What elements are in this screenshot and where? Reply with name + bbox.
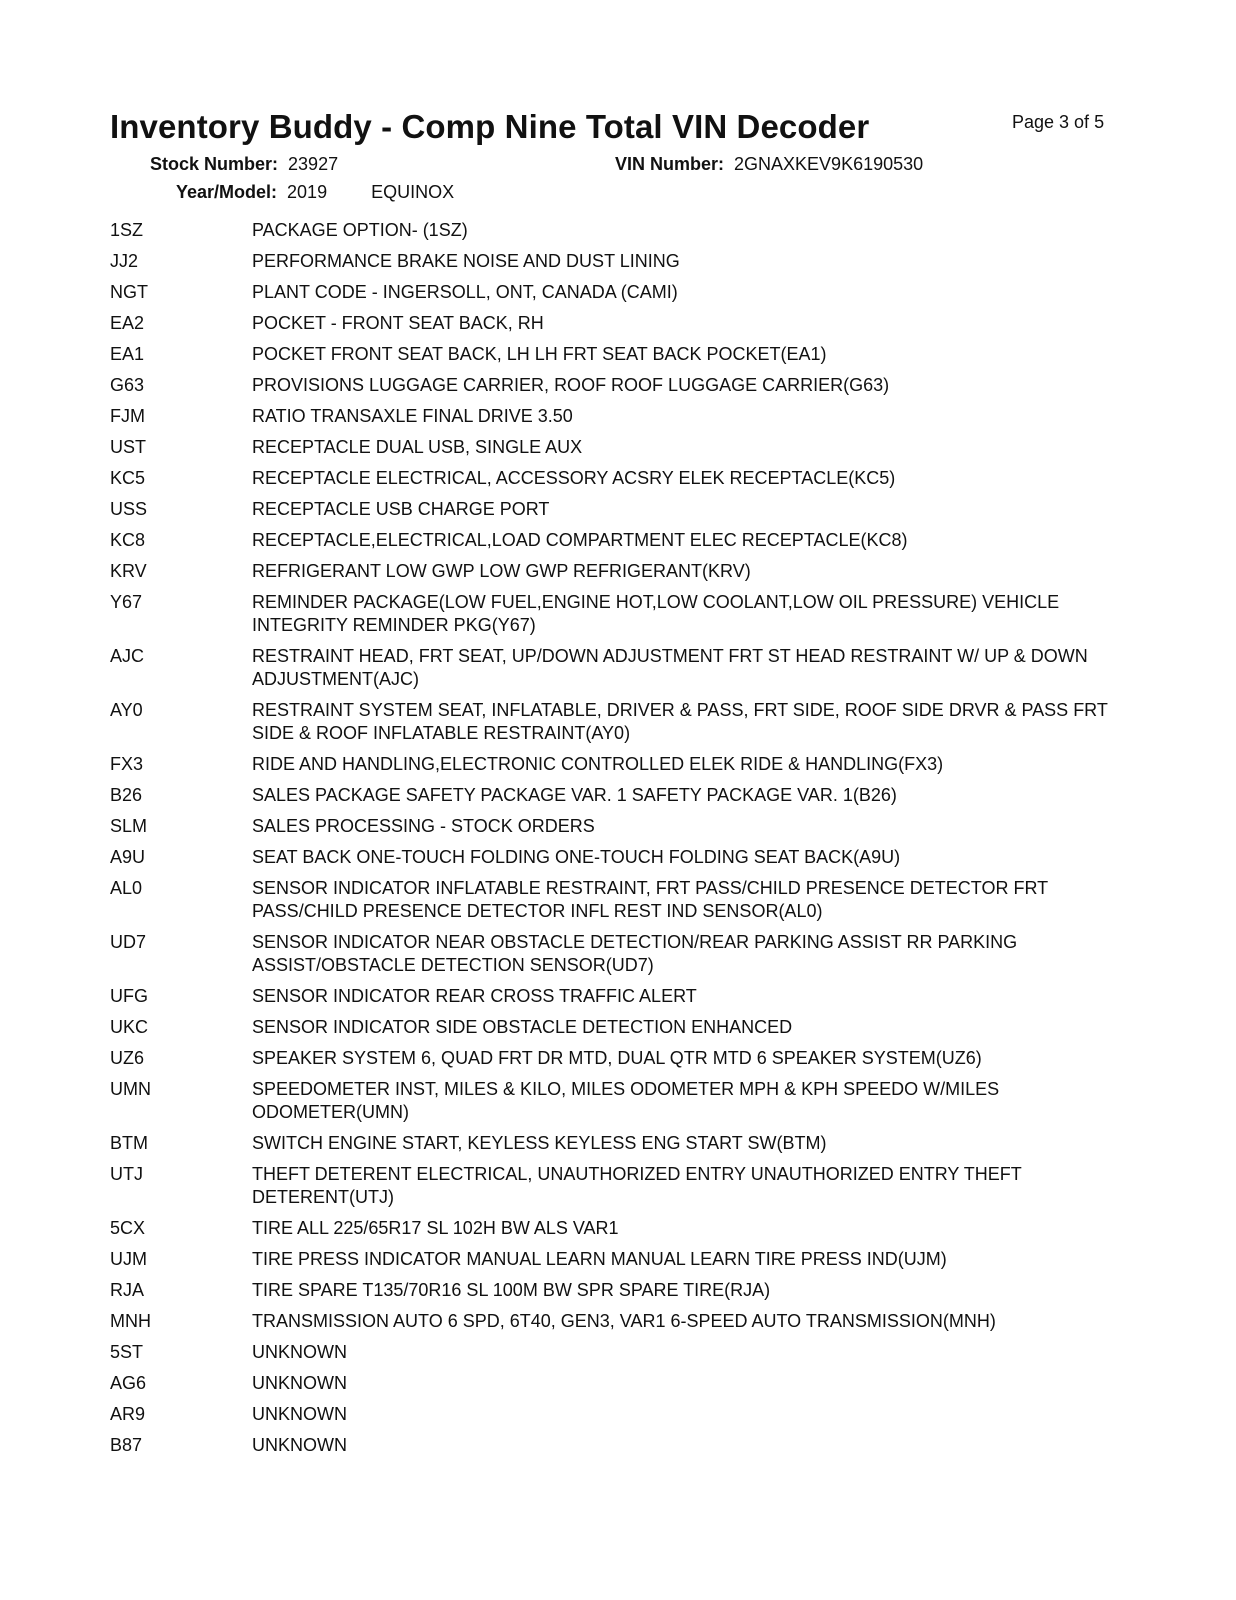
option-code: 1SZ (110, 220, 144, 240)
option-code: NGT (110, 282, 148, 302)
option-code: JJ2 (110, 251, 139, 271)
option-row (110, 1434, 1120, 1457)
stock-number-value: 23927 (288, 154, 339, 174)
option-description: RATIO TRANSAXLE FINAL DRIVE 3.50 (252, 406, 573, 426)
option-code: Y67 (110, 592, 143, 612)
option-description: SPEAKER SYSTEM 6, QUAD FRT DR MTD, DUAL QTR MTD 6 SPEAKER SYSTEM(UZ6) (252, 1048, 982, 1068)
option-code: UTJ (110, 1164, 143, 1184)
option-code: RJA (110, 1280, 145, 1300)
option-row (110, 529, 1120, 552)
option-description: PACKAGE OPTION- (1SZ) (252, 220, 468, 240)
option-code: 5ST (110, 1342, 144, 1362)
option-code: USS (110, 499, 148, 519)
page-title: Inventory Buddy - Comp Nine Total VIN Decoder (110, 108, 870, 145)
model-value: EQUINOX (371, 182, 455, 202)
option-description: SENSOR INDICATOR INFLATABLE RESTRAINT, FRT PASS/CHILD PRESENCE DETECTOR FRT PASS/CHILD PRESENCE DETECTOR INFL REST IND SENSOR(AL0) (252, 878, 1048, 921)
option-row (110, 436, 1120, 459)
option-code: FX3 (110, 754, 144, 774)
option-description: POCKET - FRONT SEAT BACK, RH (252, 313, 544, 333)
year-value: 2019 (287, 182, 328, 202)
option-code: B26 (110, 785, 143, 805)
option-row (110, 931, 1120, 977)
option-code: UMN (110, 1079, 151, 1099)
option-code: A9U (110, 847, 146, 867)
option-description: PERFORMANCE BRAKE NOISE AND DUST LINING (252, 251, 680, 271)
option-description: TIRE ALL 225/65R17 SL 102H BW ALS VAR1 (252, 1218, 619, 1238)
option-row (110, 1279, 1120, 1302)
option-row (110, 343, 1120, 366)
option-code: EA2 (110, 313, 145, 333)
option-code: KC8 (110, 530, 146, 550)
option-description: UNKNOWN (252, 1373, 347, 1393)
option-description: UNKNOWN (252, 1404, 347, 1424)
option-code: FJM (110, 406, 145, 426)
option-description: TIRE PRESS INDICATOR MANUAL LEARN MANUAL LEARN TIRE PRESS IND(UJM) (252, 1249, 947, 1269)
option-row (110, 405, 1120, 428)
option-row (110, 467, 1120, 490)
option-row (110, 699, 1120, 745)
option-row (110, 560, 1120, 583)
option-code: UJM (110, 1249, 147, 1269)
option-code: UST (110, 437, 146, 457)
option-row (110, 1341, 1120, 1364)
option-row (110, 1403, 1120, 1426)
option-row (110, 374, 1120, 397)
option-description: RIDE AND HANDLING,ELECTRONIC CONTROLLED ELEK RIDE & HANDLING(FX3) (252, 754, 944, 774)
option-code: 5CX (110, 1218, 146, 1238)
option-description: RECEPTACLE ELECTRICAL, ACCESSORY ACSRY ELEK RECEPTACLE(KC5) (252, 468, 896, 488)
option-row (110, 312, 1120, 335)
option-code: UFG (110, 986, 148, 1006)
option-description: REMINDER PACKAGE(LOW FUEL,ENGINE HOT,LOW COOLANT,LOW OIL PRESSURE) VEHICLE INTEGRITY REMINDER PKG(Y67) (252, 592, 1060, 635)
option-row (110, 784, 1120, 807)
option-row (110, 250, 1120, 273)
option-description: RECEPTACLE USB CHARGE PORT (252, 499, 550, 519)
option-row (110, 498, 1120, 521)
option-row (110, 219, 1120, 242)
option-description: SPEEDOMETER INST, MILES & KILO, MILES ODOMETER MPH & KPH SPEEDO W/MILES ODOMETER(UMN) (252, 1079, 1000, 1122)
option-row (110, 1248, 1120, 1271)
option-code-list (110, 219, 1120, 1465)
option-description: REFRIGERANT LOW GWP LOW GWP REFRIGERANT(KRV) (252, 561, 751, 581)
option-code: EA1 (110, 344, 145, 364)
option-row (110, 1163, 1120, 1209)
option-code: AG6 (110, 1373, 147, 1393)
option-row (110, 645, 1120, 691)
option-description: PROVISIONS LUGGAGE CARRIER, ROOF ROOF LUGGAGE CARRIER(G63) (252, 375, 890, 395)
option-description: RECEPTACLE DUAL USB, SINGLE AUX (252, 437, 583, 457)
option-code: UKC (110, 1017, 149, 1037)
option-description: UNKNOWN (252, 1342, 347, 1362)
option-code: MNH (110, 1311, 151, 1331)
option-code: UZ6 (110, 1048, 145, 1068)
option-row (110, 815, 1120, 838)
option-description: SENSOR INDICATOR SIDE OBSTACLE DETECTION ENHANCED (252, 1017, 793, 1037)
option-row (110, 1016, 1120, 1039)
option-code: KC5 (110, 468, 146, 488)
option-row (110, 1132, 1120, 1155)
option-description: POCKET FRONT SEAT BACK, LH LH FRT SEAT BACK POCKET(EA1) (252, 344, 827, 364)
option-row (110, 985, 1120, 1008)
vin-number (615, 154, 923, 175)
option-description: THEFT DETERENT ELECTRICAL, UNAUTHORIZED ENTRY UNAUTHORIZED ENTRY THEFT DETERENT(UTJ) (252, 1164, 1022, 1207)
option-description: TRANSMISSION AUTO 6 SPD, 6T40, GEN3, VAR1 6-SPEED AUTO TRANSMISSION(MNH) (252, 1311, 996, 1331)
option-code: UD7 (110, 932, 147, 952)
option-code: AJC (110, 646, 145, 666)
page-number: Page 3 of 5 (1012, 112, 1105, 132)
stock-number (150, 154, 338, 175)
option-code: B87 (110, 1435, 143, 1455)
option-row (110, 1217, 1120, 1240)
option-description: SENSOR INDICATOR NEAR OBSTACLE DETECTION/REAR PARKING ASSIST RR PARKING ASSIST/OBSTACLE DETECTION SENSOR(UD7) (252, 932, 1018, 975)
option-description: SEAT BACK ONE-TOUCH FOLDING ONE-TOUCH FOLDING SEAT BACK(A9U) (252, 847, 901, 867)
option-row (110, 281, 1120, 304)
vin-number-value: 2GNAXKEV9K6190530 (734, 154, 924, 174)
stock-number-label: Stock Number: (150, 154, 279, 174)
option-code: AL0 (110, 878, 143, 898)
option-code: G63 (110, 375, 145, 395)
option-description: TIRE SPARE T135/70R16 SL 100M BW SPR SPARE TIRE(RJA) (252, 1280, 771, 1300)
option-code: SLM (110, 816, 148, 836)
option-code: BTM (110, 1133, 148, 1153)
option-description: RESTRAINT HEAD, FRT SEAT, UP/DOWN ADJUSTMENT FRT ST HEAD RESTRAINT W/ UP & DOWN ADJUSTMENT(AJC) (252, 646, 1088, 689)
year-model (176, 182, 454, 203)
year-model-label: Year/Model: (176, 182, 278, 202)
option-description: SALES PROCESSING - STOCK ORDERS (252, 816, 595, 836)
option-description: RECEPTACLE,ELECTRICAL,LOAD COMPARTMENT ELEC RECEPTACLE(KC8) (252, 530, 908, 550)
option-row (110, 753, 1120, 776)
vin-number-label: VIN Number: (615, 154, 725, 174)
option-row (110, 1047, 1120, 1070)
option-description: RESTRAINT SYSTEM SEAT, INFLATABLE, DRIVER & PASS, FRT SIDE, ROOF SIDE DRVR & PASS FRT SIDE & ROOF INFLATABLE RESTRAINT(AY0) (252, 700, 1108, 743)
option-row (110, 846, 1120, 869)
option-row (110, 877, 1120, 923)
option-row (110, 1310, 1120, 1333)
option-description: SALES PACKAGE SAFETY PACKAGE VAR. 1 SAFETY PACKAGE VAR. 1(B26) (252, 785, 897, 805)
option-row (110, 1078, 1120, 1124)
option-description: SWITCH ENGINE START, KEYLESS KEYLESS ENG START SW(BTM) (252, 1133, 827, 1153)
option-row (110, 591, 1120, 637)
option-code: AR9 (110, 1404, 146, 1424)
option-description: PLANT CODE - INGERSOLL, ONT, CANADA (CAMI) (252, 282, 678, 302)
option-description: UNKNOWN (252, 1435, 347, 1455)
option-row (110, 1372, 1120, 1395)
option-code: AY0 (110, 700, 143, 720)
option-code: KRV (110, 561, 147, 581)
option-description: SENSOR INDICATOR REAR CROSS TRAFFIC ALERT (252, 986, 697, 1006)
